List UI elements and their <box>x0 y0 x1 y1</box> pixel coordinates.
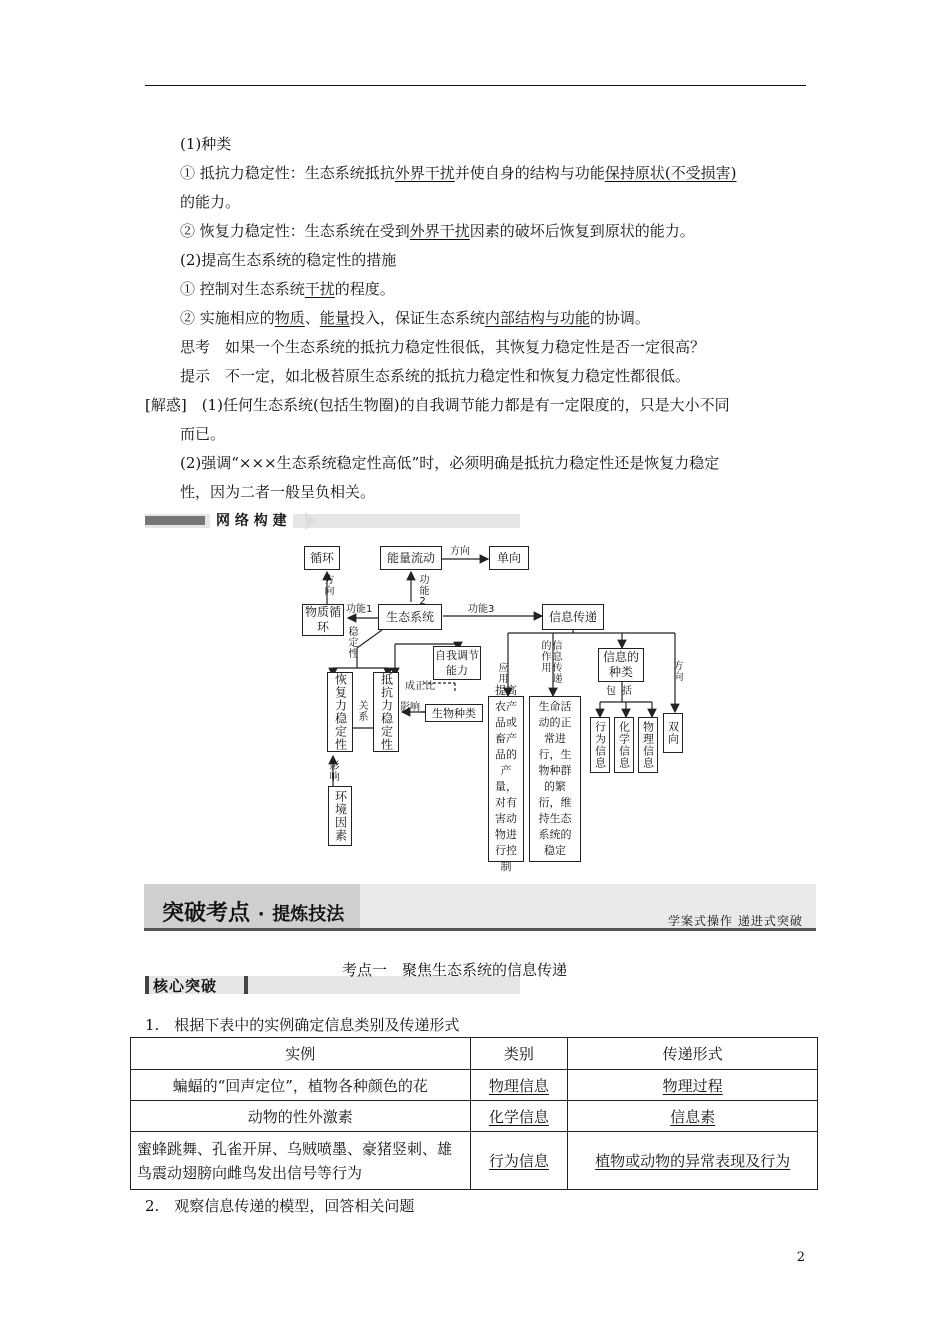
table-cell-example: 动物的性外激素 <box>131 1101 471 1132</box>
table-header-row <box>131 1038 818 1070</box>
label-affect-env: 影响 <box>327 760 338 782</box>
label-stability: 稳定性 <box>346 626 357 659</box>
table-cell-form: 植物或动物的异常表现及行为 <box>568 1132 818 1190</box>
point-title: 考点一 聚焦生态系统的信息传递 <box>342 961 568 979</box>
text-line: 提示 不一定，如北极苔原生态系统的抵抗力稳定性和恢复力稳定性都很低。 <box>180 367 691 385</box>
label-function-3: 功能3 <box>468 604 495 615</box>
network-header-title: 网 络 构 建 <box>210 512 293 530</box>
box-info-kinds: 信息的种类 <box>598 648 644 682</box>
section-banner-title: 突破考点 · 提炼技法 <box>162 901 345 926</box>
table-row <box>131 1101 818 1132</box>
box-recovery-stability: 恢复力稳定性 <box>327 672 353 752</box>
table-row <box>131 1070 818 1101</box>
label-direction-2: 方向 <box>450 546 470 557</box>
question-2: 2. 观察信息传递的模型，回答相关问题 <box>145 1197 415 1215</box>
label-relation: 关系 <box>356 700 367 722</box>
label-function-1: 功能1 <box>346 604 373 615</box>
header-rule <box>145 85 806 86</box>
label-function-2: 功能2 <box>417 574 428 608</box>
box-self-regulation: 自我调节能力 <box>433 646 481 680</box>
label-role: 信息传递的作用 <box>539 640 561 684</box>
table-cell-form: 信息素 <box>568 1101 818 1132</box>
box-ecosystem: 生态系统 <box>378 604 442 630</box>
text-line: ① 抵抗力稳定性：生态系统抵抗外界干扰并使自身的结构与功能保持原状(不受损害) <box>180 164 737 182</box>
core-header-title: 核心突破 <box>153 977 218 995</box>
question-1: 1. 根据下表中的实例确定信息类别及传递形式 <box>145 1016 460 1034</box>
table-cell-form: 物理过程 <box>568 1070 818 1101</box>
table-header: 实例 <box>131 1038 471 1070</box>
label-direction-1: 方向 <box>322 574 333 596</box>
box-application: 提高农产品或畜产品的产量，对有害动物进行控制 <box>488 696 524 862</box>
box-species: 生物种类 <box>425 704 483 722</box>
box-role: 生命活动的正常进行，生物种群的繁衍，维持生态系统的稳定 <box>529 696 581 862</box>
label-apply: 应用 <box>496 662 507 684</box>
text-line: (1)种类 <box>180 135 232 153</box>
box-one-way: 单向 <box>489 546 529 570</box>
table-cell-example: 蜜蜂跳舞、孔雀开屏、乌贼喷墨、豪猪竖刺、雄鸟震动翅膀向雌鸟发出信号等行为 <box>131 1132 471 1190</box>
label-direction-3: 方向 <box>671 660 682 682</box>
text-line: 而已。 <box>180 425 226 443</box>
section-banner-right: 学案式操作 递进式突破 <box>668 914 803 928</box>
label-affect-species: 影响 <box>400 702 420 713</box>
box-resist-stability: 抵抗力稳定性 <box>373 672 399 752</box>
text-line: 性，因为二者一般呈负相关。 <box>180 483 376 501</box>
table-header: 传递形式 <box>568 1038 818 1070</box>
text-line: 思考 如果一个生态系统的抵抗力稳定性很低，其恢复力稳定性是否一定很高？ <box>180 338 706 356</box>
table-cell-type: 化学信息 <box>470 1101 568 1132</box>
page-number: 2 <box>796 1250 805 1265</box>
box-energy-flow: 能量流动 <box>380 546 442 570</box>
box-physical-info: 物理信息 <box>638 717 658 773</box>
box-info-transfer: 信息传递 <box>542 604 604 630</box>
table-cell-example: 蝙蝠的“回声定位”，植物各种颜色的花 <box>131 1070 471 1101</box>
text-line: (2)提高生态系统的稳定性的措施 <box>180 251 397 269</box>
box-environment: 环境因素 <box>328 786 352 846</box>
label-positive: 成正比 <box>405 681 435 692</box>
core-header-right-mark <box>244 976 248 994</box>
network-header-arrow <box>305 512 317 530</box>
table-cell-type: 物理信息 <box>470 1070 568 1101</box>
table-row <box>131 1132 818 1190</box>
label-include: 包括 <box>606 686 638 697</box>
text-line: ② 恢复力稳定性：生态系统在受到外界干扰因素的破坏后恢复到原状的能力。 <box>180 222 695 240</box>
network-header-accent <box>145 516 205 525</box>
box-chemical-info: 化学信息 <box>614 717 634 773</box>
info-table <box>130 1037 818 1190</box>
core-header-left-mark <box>145 976 149 994</box>
table-cell-type: 行为信息 <box>470 1132 568 1190</box>
box-behavior-info: 行为信息 <box>590 717 610 773</box>
text-line: (2)强调“×××生态系统稳定性高低”时，必须明确是抵抗力稳定性还是恢复力稳定 <box>180 454 720 472</box>
table-header: 类别 <box>470 1038 568 1070</box>
box-two-way: 双向 <box>663 713 683 753</box>
box-cycle: 循环 <box>304 546 340 570</box>
text-line: 的能力。 <box>180 193 241 211</box>
box-matter-cycle: 物质循环 <box>302 604 344 636</box>
text-line: [解惑] (1)任何生态系统(包括生物圈)的自我调节能力都是有一定限度的，只是大小不同 <box>145 396 730 414</box>
text-line: ① 控制对生态系统干扰的程度。 <box>180 280 395 298</box>
text-line: ② 实施相应的物质、能量投入，保证生态系统内部结构与功能的协调。 <box>180 309 650 327</box>
